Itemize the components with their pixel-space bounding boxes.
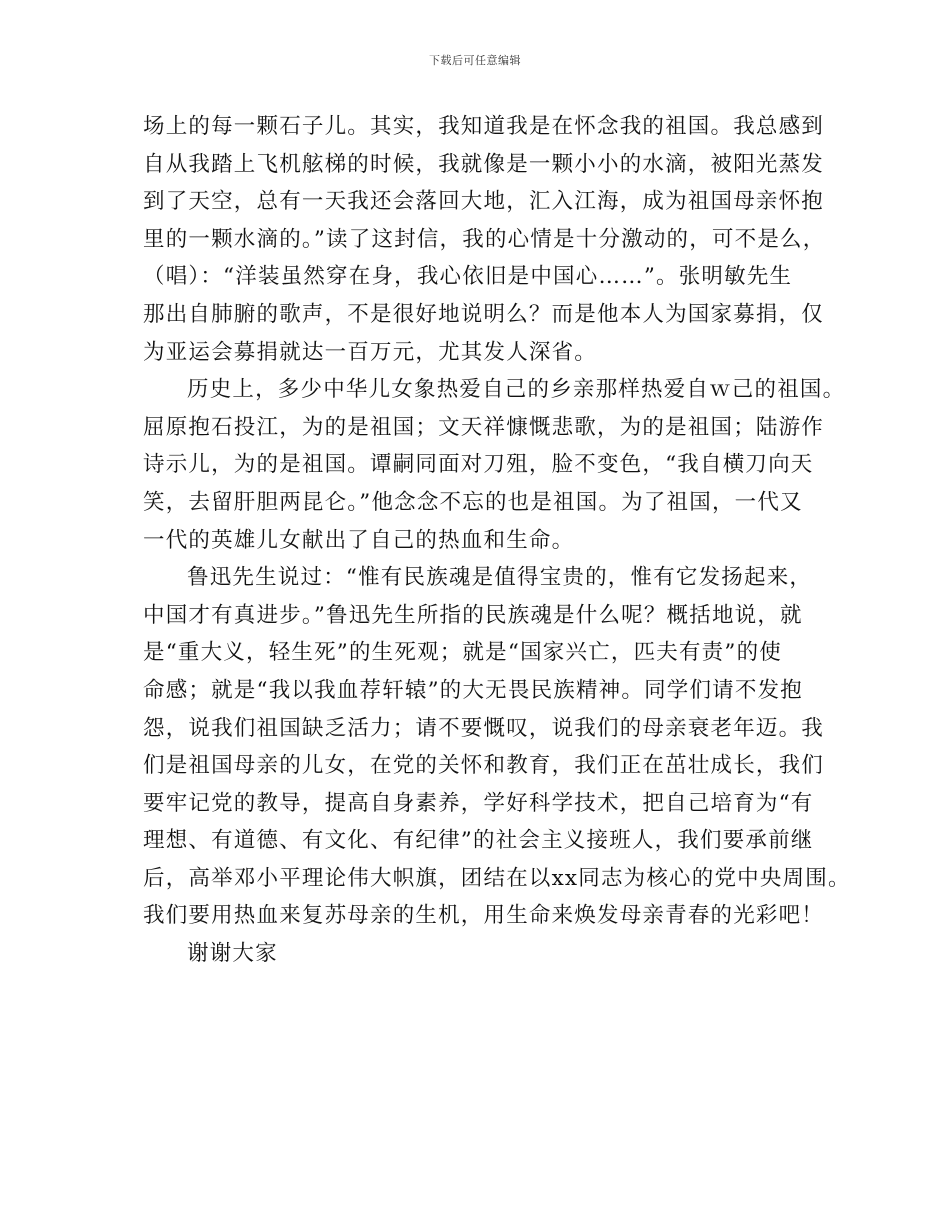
document-body (143, 108, 851, 973)
text-line: 屈原抱石投江，为的是祖国；文天祥慷慨悲歌，为的是祖国；陆游作 (143, 414, 825, 440)
text-line: 中国才有真进步。”鲁迅先生所指的民族魂是什么呢？概括地说，就 (143, 602, 803, 628)
paragraph-start-line: 历史上，多少中华儿女象热爱自己的乡亲那样热爱自ｗ己的祖国。 (187, 377, 846, 403)
text-line: 命感；就是“我以我血荐轩辕”的大无畏民族精神。同学们请不发抱 (143, 677, 803, 703)
text-line: 理想、有道德、有文化、有纪律”的社会主义接班人，我们要承前继 (143, 828, 814, 854)
text-line: 到了天空，总有一天我还会落回大地，汇入江海，成为祖国母亲怀抱 (143, 189, 825, 215)
page-header: 下载后可任意编辑 (429, 54, 521, 67)
text-line: 笑，去留肝胆两昆仑。”他念念不忘的也是祖国。为了祖国，一代又 (143, 489, 803, 515)
closing-line: 谢谢大家 (187, 941, 278, 967)
text-line: 后，高举邓小平理论伟大帜旗，团结在以xx同志为核心的党中央周围。 (143, 865, 851, 891)
text-line: 一代的英雄儿女献出了自己的热血和生命。 (143, 527, 575, 553)
text-line: 要牢记党的教导，提高自身素养，学好科学技术，把自己培育为“有 (143, 790, 814, 816)
text-line: 那出自肺腑的歌声，不是很好地说明么？而是他本人为国家募捐，仅 (143, 301, 825, 327)
text-line: 是“重大义，轻生死”的生死观；就是“国家兴亡，匹夫有责”的使 (143, 640, 782, 666)
text-line: 诗示儿，为的是祖国。谭嗣同面对刀殂，脸不变色，“我自横刀向天 (143, 452, 814, 478)
text-line: 里的一颗水滴的。”读了这封信，我的心情是十分激动的，可不是么， (143, 226, 826, 252)
text-line: 自从我踏上飞机舷梯的时候，我就像是一颗小小的水滴，被阳光蒸发 (143, 151, 825, 177)
text-line: 怨，说我们祖国缺乏活力；请不要慨叹，说我们的母亲衰老年迈。我 (143, 715, 825, 741)
text-line: 们是祖国母亲的儿女，在党的关怀和教育，我们正在茁壮成长，我们 (143, 753, 825, 779)
text-line: 为亚运会募捐就达一百万元，尤其发人深省。 (143, 339, 598, 365)
text-line: （唱）：“洋装虽然穿在身，我心依旧是中国心……”。张明敏先生 (143, 264, 793, 290)
text-line: 我们要用热血来复苏母亲的生机，用生命来焕发母亲青春的光彩吧！ (143, 903, 825, 929)
text-line: 场上的每一颗石子儿。其实，我知道我是在怀念我的祖国。我总感到 (143, 114, 825, 139)
paragraph-start-line: 鲁迅先生说过：“惟有民族魂是值得宝贵的，惟有它发扬起来， (187, 565, 813, 591)
